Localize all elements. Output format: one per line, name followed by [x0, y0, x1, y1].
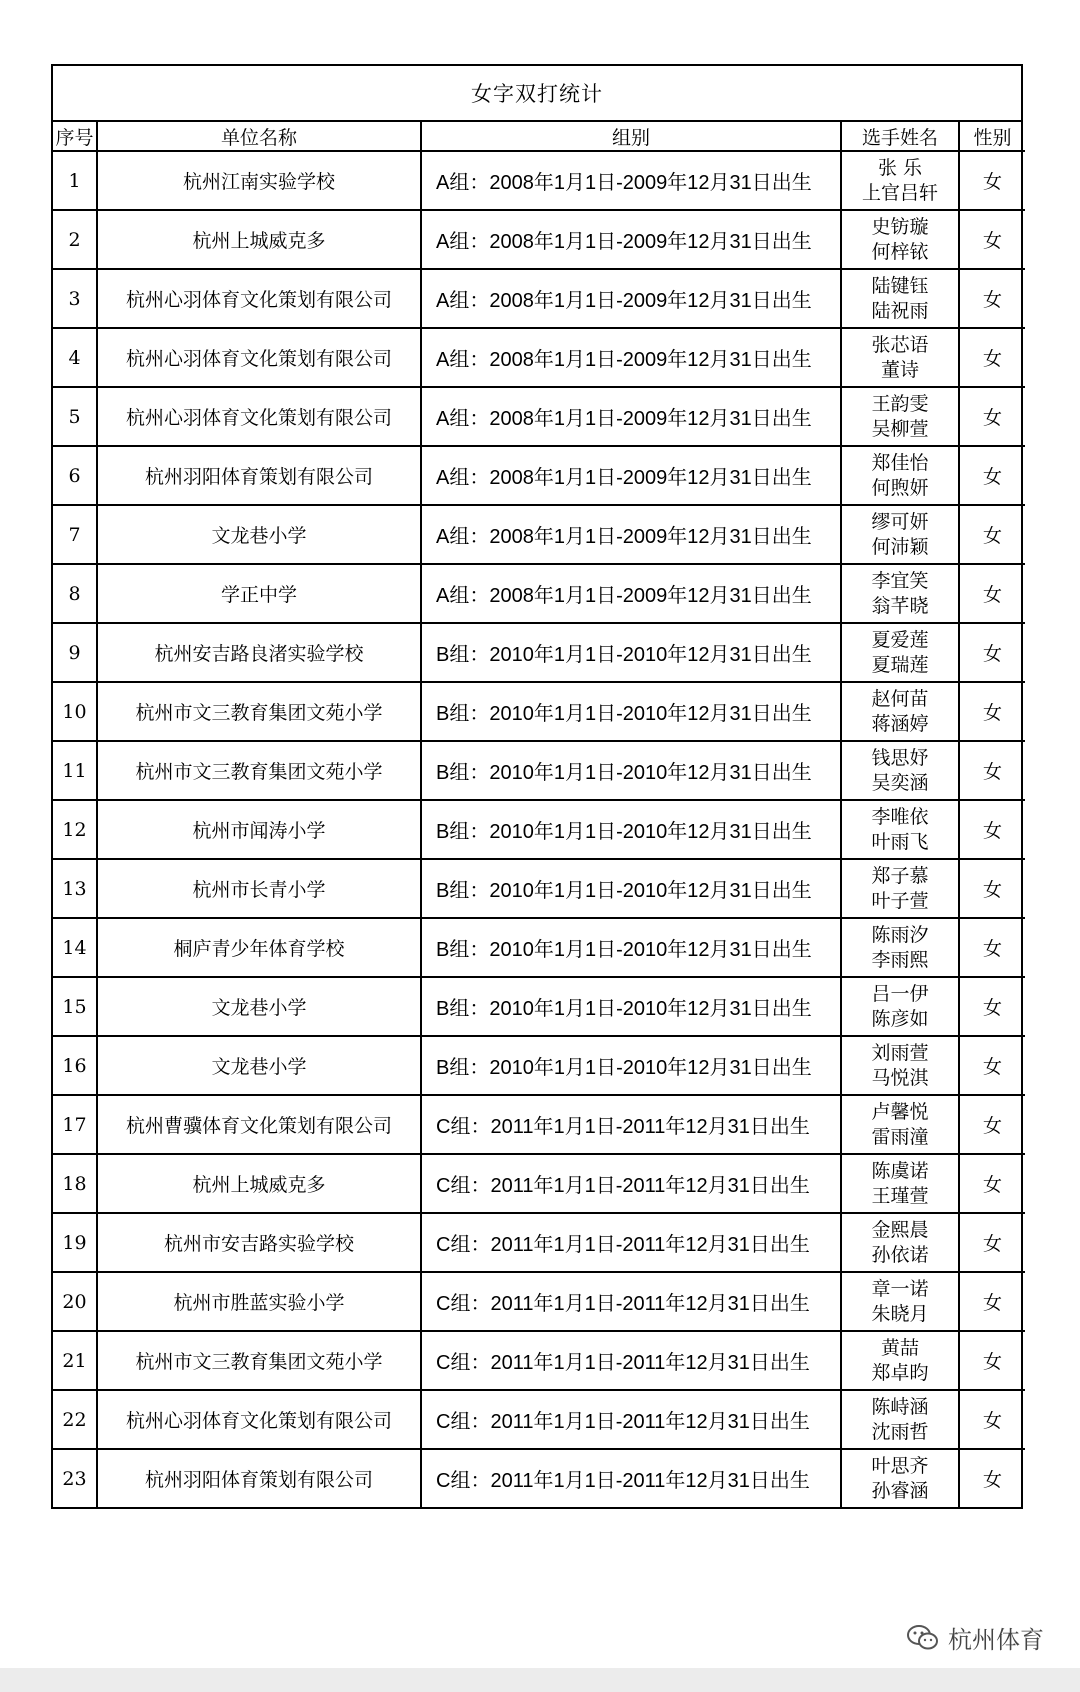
group-label: A组：2008年1月1日-2009年12月31日出生 — [421, 446, 841, 505]
player-name: 何梓铱 — [871, 240, 929, 263]
table-body — [53, 151, 1025, 1507]
unit-name: 杭州市文三教育集团文苑小学 — [97, 741, 421, 800]
row-number: 5 — [53, 387, 97, 446]
row-number: 1 — [53, 151, 97, 210]
player-names — [841, 682, 959, 741]
player-names — [841, 1036, 959, 1095]
table-row — [53, 564, 1025, 623]
player-name: 雷雨潼 — [871, 1125, 929, 1148]
player-name: 张芯语 — [871, 333, 929, 356]
player-name: 吴柳萱 — [871, 417, 929, 440]
unit-name: 文龙巷小学 — [97, 1036, 421, 1095]
row-number: 19 — [53, 1213, 97, 1272]
gender: 女 — [959, 387, 1025, 446]
unit-name: 杭州市长青小学 — [97, 859, 421, 918]
player-names — [841, 918, 959, 977]
header-row — [53, 122, 1025, 151]
player-names — [841, 800, 959, 859]
row-number: 4 — [53, 328, 97, 387]
group-label: B组：2010年1月1日-2010年12月31日出生 — [421, 800, 841, 859]
row-number: 8 — [53, 564, 97, 623]
player-name: 王韵雯 — [871, 392, 929, 415]
group-label: C组：2011年1月1日-2011年12月31日出生 — [421, 1272, 841, 1331]
gender: 女 — [959, 210, 1025, 269]
table-row — [53, 1036, 1025, 1095]
player-name: 陈彦如 — [871, 1007, 929, 1030]
unit-name: 文龙巷小学 — [97, 977, 421, 1036]
unit-name: 桐庐青少年体育学校 — [97, 918, 421, 977]
group-label: B组：2010年1月1日-2010年12月31日出生 — [421, 977, 841, 1036]
unit-name: 杭州上城威克多 — [97, 1154, 421, 1213]
group-label: B组：2010年1月1日-2010年12月31日出生 — [421, 859, 841, 918]
header-gender: 性别 — [959, 122, 1025, 151]
sheet-title: 女字双打统计 — [53, 66, 1021, 122]
unit-name: 杭州心羽体育文化策划有限公司 — [97, 1390, 421, 1449]
group-label: A组：2008年1月1日-2009年12月31日出生 — [421, 210, 841, 269]
wechat-icon — [906, 1623, 940, 1653]
player-name: 董诗 — [880, 358, 919, 381]
row-number: 22 — [53, 1390, 97, 1449]
gender: 女 — [959, 800, 1025, 859]
gender: 女 — [959, 1213, 1025, 1272]
player-name: 金熙晨 — [871, 1218, 929, 1241]
player-name: 蒋涵婷 — [871, 712, 929, 735]
header-group: 组别 — [421, 122, 841, 151]
row-number: 17 — [53, 1095, 97, 1154]
player-name: 卢馨悦 — [871, 1100, 929, 1123]
player-name: 翁芊晓 — [871, 594, 929, 617]
gender: 女 — [959, 918, 1025, 977]
player-name: 郑佳怡 — [871, 451, 929, 474]
player-names — [841, 1331, 959, 1390]
player-name: 陆祝雨 — [871, 299, 929, 322]
unit-name: 杭州心羽体育文化策划有限公司 — [97, 269, 421, 328]
row-number: 23 — [53, 1449, 97, 1507]
unit-name: 杭州上城威克多 — [97, 210, 421, 269]
row-number: 14 — [53, 918, 97, 977]
gender: 女 — [959, 1390, 1025, 1449]
player-names — [841, 1449, 959, 1507]
group-label: A组：2008年1月1日-2009年12月31日出生 — [421, 328, 841, 387]
player-name: 刘雨萱 — [871, 1041, 929, 1064]
table-row — [53, 1272, 1025, 1331]
gender: 女 — [959, 1449, 1025, 1507]
row-number: 21 — [53, 1331, 97, 1390]
player-name: 黄喆 — [880, 1336, 919, 1359]
unit-name: 杭州安吉路良渚实验学校 — [97, 623, 421, 682]
group-label: C组：2011年1月1日-2011年12月31日出生 — [421, 1154, 841, 1213]
gender: 女 — [959, 682, 1025, 741]
player-name: 上官吕轩 — [861, 181, 938, 204]
player-names — [841, 446, 959, 505]
player-names — [841, 269, 959, 328]
player-names — [841, 151, 959, 210]
header-no: 序号 — [53, 122, 97, 151]
unit-name: 杭州市文三教育集团文苑小学 — [97, 682, 421, 741]
player-names — [841, 387, 959, 446]
row-number: 6 — [53, 446, 97, 505]
table-row — [53, 446, 1025, 505]
row-number: 15 — [53, 977, 97, 1036]
player-names — [841, 210, 959, 269]
unit-name: 杭州羽阳体育策划有限公司 — [97, 1449, 421, 1507]
group-label: C组：2011年1月1日-2011年12月31日出生 — [421, 1213, 841, 1272]
player-names — [841, 564, 959, 623]
player-name: 何沛颖 — [871, 535, 929, 558]
unit-name: 杭州曹骥体育文化策划有限公司 — [97, 1095, 421, 1154]
gender: 女 — [959, 1154, 1025, 1213]
player-names — [841, 1390, 959, 1449]
unit-name: 杭州心羽体育文化策划有限公司 — [97, 328, 421, 387]
row-number: 2 — [53, 210, 97, 269]
table-row — [53, 1213, 1025, 1272]
player-name: 李宜笑 — [871, 569, 929, 592]
unit-name: 杭州江南实验学校 — [97, 151, 421, 210]
player-name: 叶子萱 — [871, 889, 929, 912]
gender: 女 — [959, 1095, 1025, 1154]
gender: 女 — [959, 741, 1025, 800]
table-row — [53, 918, 1025, 977]
player-name: 张 乐 — [877, 156, 923, 179]
unit-name: 杭州羽阳体育策划有限公司 — [97, 446, 421, 505]
player-name: 史钫璇 — [871, 215, 929, 238]
player-name: 叶雨飞 — [871, 830, 929, 853]
player-name: 郑子慕 — [871, 864, 929, 887]
player-names — [841, 623, 959, 682]
player-name: 马悦淇 — [871, 1066, 929, 1089]
watermark — [906, 1620, 1044, 1655]
unit-name: 杭州市闻涛小学 — [97, 800, 421, 859]
group-label: C组：2011年1月1日-2011年12月31日出生 — [421, 1095, 841, 1154]
row-number: 18 — [53, 1154, 97, 1213]
table-row — [53, 210, 1025, 269]
player-name: 陈雨汐 — [871, 923, 929, 946]
unit-name: 杭州市胜蓝实验小学 — [97, 1272, 421, 1331]
group-label: B组：2010年1月1日-2010年12月31日出生 — [421, 918, 841, 977]
table-row — [53, 623, 1025, 682]
table-row — [53, 269, 1025, 328]
group-label: C组：2011年1月1日-2011年12月31日出生 — [421, 1390, 841, 1449]
header-players: 选手姓名 — [841, 122, 959, 151]
player-names — [841, 977, 959, 1036]
unit-name: 杭州市文三教育集团文苑小学 — [97, 1331, 421, 1390]
gender: 女 — [959, 151, 1025, 210]
player-name: 王瑾萱 — [871, 1184, 929, 1207]
table-row — [53, 1331, 1025, 1390]
player-name: 叶思齐 — [871, 1454, 929, 1477]
player-name: 钱思妤 — [871, 746, 929, 769]
gender: 女 — [959, 328, 1025, 387]
gender: 女 — [959, 446, 1025, 505]
player-name: 李雨熙 — [871, 948, 929, 971]
group-label: A组：2008年1月1日-2009年12月31日出生 — [421, 505, 841, 564]
player-name: 章一诺 — [871, 1277, 929, 1300]
gender: 女 — [959, 859, 1025, 918]
player-name: 陈峙涵 — [871, 1395, 929, 1418]
row-number: 11 — [53, 741, 97, 800]
group-label: A组：2008年1月1日-2009年12月31日出生 — [421, 269, 841, 328]
table-row — [53, 859, 1025, 918]
gender: 女 — [959, 1272, 1025, 1331]
player-names — [841, 505, 959, 564]
group-label: B组：2010年1月1日-2010年12月31日出生 — [421, 741, 841, 800]
table-row — [53, 1095, 1025, 1154]
table-row — [53, 1390, 1025, 1449]
player-names — [841, 328, 959, 387]
player-name: 李唯依 — [871, 805, 929, 828]
player-name: 吴奕涵 — [871, 771, 929, 794]
table-row — [53, 151, 1025, 210]
table-row — [53, 800, 1025, 859]
row-number: 10 — [53, 682, 97, 741]
group-label: A组：2008年1月1日-2009年12月31日出生 — [421, 387, 841, 446]
player-name: 孙依诺 — [871, 1243, 929, 1266]
player-name: 陆键钰 — [871, 274, 929, 297]
group-label: A组：2008年1月1日-2009年12月31日出生 — [421, 151, 841, 210]
player-name: 吕一伊 — [871, 982, 929, 1005]
row-number: 9 — [53, 623, 97, 682]
player-name: 郑卓昀 — [871, 1361, 929, 1384]
player-name: 何煦妍 — [871, 476, 929, 499]
player-names — [841, 859, 959, 918]
unit-name: 文龙巷小学 — [97, 505, 421, 564]
bottom-bar — [0, 1668, 1080, 1692]
table-row — [53, 328, 1025, 387]
player-name: 夏瑞莲 — [871, 653, 929, 676]
group-label: B组：2010年1月1日-2010年12月31日出生 — [421, 623, 841, 682]
player-names — [841, 741, 959, 800]
player-name: 孙睿涵 — [871, 1479, 929, 1502]
player-names — [841, 1154, 959, 1213]
group-label: B组：2010年1月1日-2010年12月31日出生 — [421, 1036, 841, 1095]
table-row — [53, 977, 1025, 1036]
row-number: 3 — [53, 269, 97, 328]
player-name: 沈雨哲 — [871, 1420, 929, 1443]
group-label: C组：2011年1月1日-2011年12月31日出生 — [421, 1331, 841, 1390]
unit-name: 杭州心羽体育文化策划有限公司 — [97, 387, 421, 446]
statistics-sheet — [51, 64, 1023, 1509]
player-name: 朱晓月 — [871, 1302, 929, 1325]
table-row — [53, 741, 1025, 800]
gender: 女 — [959, 269, 1025, 328]
gender: 女 — [959, 623, 1025, 682]
table-row — [53, 1154, 1025, 1213]
row-number: 12 — [53, 800, 97, 859]
header-unit: 单位名称 — [97, 122, 421, 151]
group-label: A组：2008年1月1日-2009年12月31日出生 — [421, 564, 841, 623]
player-name: 赵何苗 — [871, 687, 929, 710]
player-name: 陈虞诺 — [871, 1159, 929, 1182]
row-number: 13 — [53, 859, 97, 918]
player-name: 缪可妍 — [871, 510, 929, 533]
player-names — [841, 1095, 959, 1154]
doubles-table — [53, 122, 1025, 1507]
gender: 女 — [959, 1036, 1025, 1095]
group-label: C组：2011年1月1日-2011年12月31日出生 — [421, 1449, 841, 1507]
watermark-text: 杭州体育 — [948, 1626, 1044, 1654]
table-row — [53, 1449, 1025, 1507]
table-row — [53, 682, 1025, 741]
player-names — [841, 1213, 959, 1272]
row-number: 7 — [53, 505, 97, 564]
table-row — [53, 505, 1025, 564]
unit-name: 学正中学 — [97, 564, 421, 623]
table-row — [53, 387, 1025, 446]
gender: 女 — [959, 977, 1025, 1036]
player-names — [841, 1272, 959, 1331]
gender: 女 — [959, 564, 1025, 623]
group-label: B组：2010年1月1日-2010年12月31日出生 — [421, 682, 841, 741]
gender: 女 — [959, 1331, 1025, 1390]
row-number: 20 — [53, 1272, 97, 1331]
row-number: 16 — [53, 1036, 97, 1095]
unit-name: 杭州市安吉路实验学校 — [97, 1213, 421, 1272]
gender: 女 — [959, 505, 1025, 564]
player-name: 夏爱莲 — [871, 628, 929, 651]
